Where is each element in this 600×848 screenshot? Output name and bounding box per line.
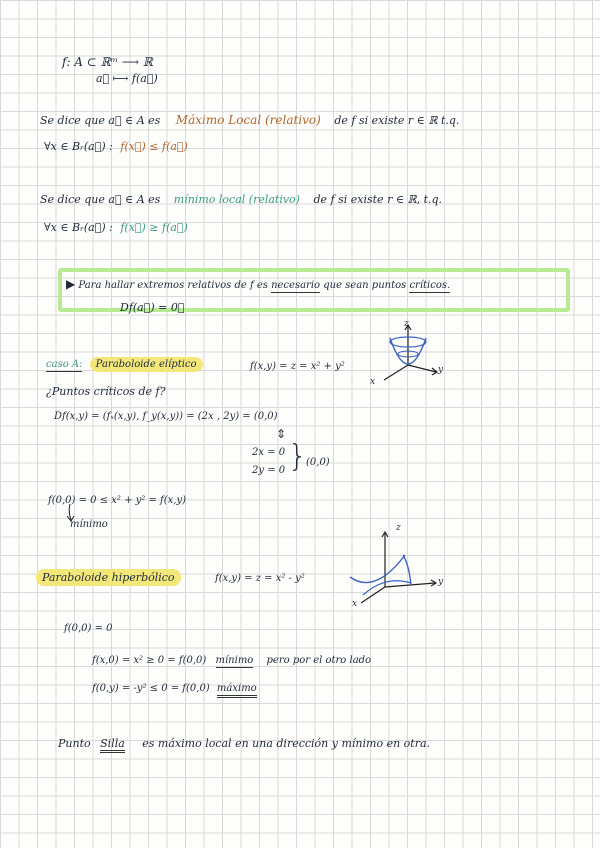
case1-function: f(x,y) = z = x² + y² (250, 361, 345, 372)
min-term: mínimo local (relativo) (173, 193, 300, 206)
map-assignment: a⃗ ⟼ f(a⃗) (96, 72, 158, 85)
case2-axis-y: y (438, 577, 444, 587)
case1-title: Paraboloide elíptico (90, 357, 203, 372)
case2-line1-eq: f(x,0) = x² ≥ 0 = f(0,0) (92, 655, 207, 666)
case1-heading (46, 360, 203, 370)
case1-question: ¿Puntos críticos de f? (46, 385, 166, 398)
case2-f00: f(0,0) = 0 (64, 623, 113, 634)
case2-axis-z: z (396, 523, 401, 533)
critical-point-note (66, 278, 450, 291)
max-condition: de f si existe r ∈ ℝ t.q. (334, 114, 460, 127)
case1-solution: (0,0) (306, 457, 330, 468)
max-definition-line2 (44, 141, 188, 152)
note-text-b: que sean puntos (323, 280, 407, 291)
min-definition-line2 (44, 222, 188, 233)
note-necessary: necesario (271, 280, 321, 291)
case2-line1-rest: pero por el otro lado (266, 655, 372, 666)
case2-title: Paraboloide hiperbólico (36, 569, 181, 586)
saddle-b: es máximo local en una dirección y mínimo en otra. (142, 737, 431, 750)
hyperbolic-paraboloid-sketch (345, 525, 445, 615)
min-definition-line1 (40, 194, 442, 205)
iff-arrow: ⇕ (276, 427, 287, 441)
case2-axis-x: x (352, 599, 358, 609)
min-inequality: f(x⃗) ≥ f(a⃗) (120, 221, 188, 234)
max-intro: Se dice que a⃗ ∈ A es (40, 114, 161, 127)
max-term: Máximo Local (relativo) (175, 113, 321, 127)
saddle-definition (58, 738, 430, 749)
case1-conclusion: mínimo (70, 519, 108, 530)
case1-label: caso A: (46, 359, 83, 370)
min-condition: de f si existe r ∈ ℝ, t.q. (313, 193, 443, 206)
map-definition: f: A ⊂ ℝᵐ ⟶ ℝ (62, 55, 153, 69)
case2-line2-word: máximo (217, 683, 257, 698)
play-arrow-icon: ▶ (66, 277, 76, 291)
case1-eq2: 2y = 0 (252, 465, 286, 476)
case2-line2 (92, 684, 257, 694)
case2-line1 (92, 656, 371, 666)
saddle-word: Silla (100, 737, 125, 753)
saddle-a: Punto (58, 737, 91, 750)
max-ball: ∀x ∈ Bᵣ(a⃗) : (44, 140, 113, 153)
case1-gradient: Df(x,y) = (fₓ(x,y), f_y(x,y)) = (2x , 2y) = (0,0) (54, 411, 278, 422)
case1-inequality: f(0,0) = 0 ≤ x² + y² = f(x,y) (48, 495, 186, 506)
critical-point-formula: Df(a⃗) = 0⃗ (120, 301, 185, 314)
max-inequality: f(x⃗) ≤ f(a⃗) (120, 140, 188, 153)
note-text-a: Para hallar extremos relativos de f es (78, 280, 268, 291)
note-critical: críticos. (409, 280, 451, 291)
elliptic-paraboloid-sketch (370, 320, 460, 390)
min-ball: ∀x ∈ Bᵣ(a⃗) : (44, 221, 113, 234)
system-brace: } (288, 439, 308, 474)
max-definition-line1 (40, 114, 459, 126)
case1-axis-z: z (404, 319, 409, 329)
case2-heading (36, 572, 181, 583)
case2-line1-word: mínimo (215, 655, 254, 666)
min-intro: Se dice que a⃗ ∈ A es (40, 193, 161, 206)
case1-eq1: 2x = 0 (252, 447, 286, 458)
case2-function: f(x,y) = z = x² - y² (215, 573, 305, 584)
case2-line2-eq: f(0,y) = -y² ≤ 0 = f(0,0) (92, 683, 210, 694)
case1-axis-y: y (438, 365, 444, 375)
case1-axis-x: x (370, 377, 376, 387)
